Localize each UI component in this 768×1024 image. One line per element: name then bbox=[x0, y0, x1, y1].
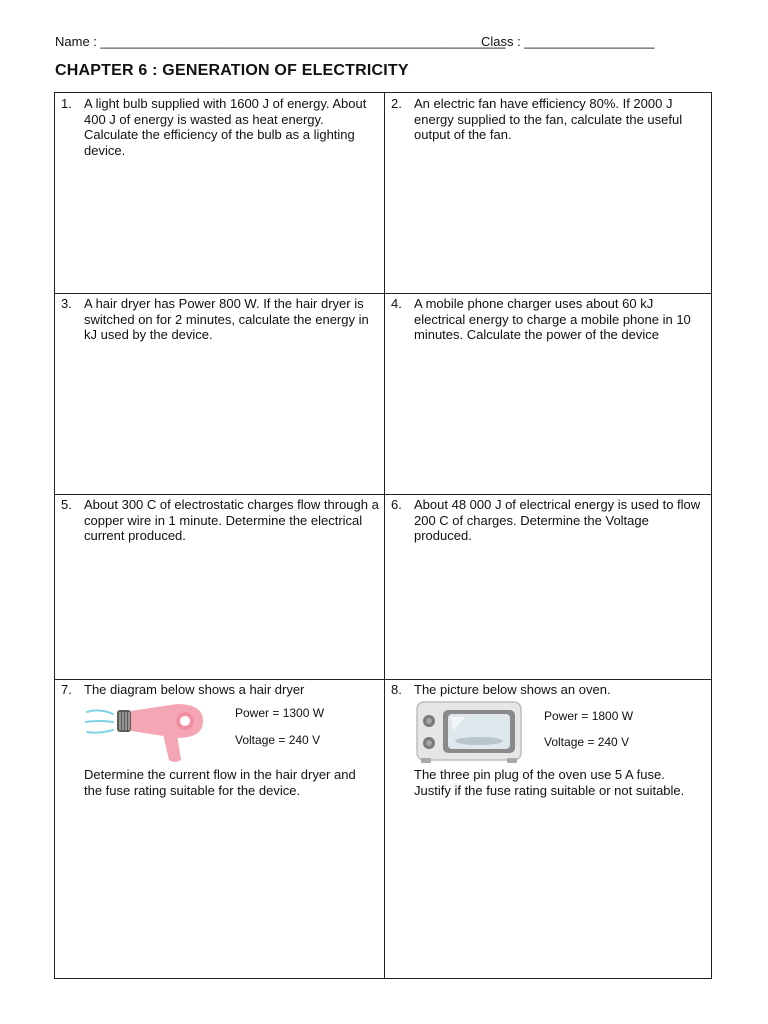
question-3 bbox=[61, 296, 379, 486]
question-6 bbox=[391, 497, 707, 672]
row-divider bbox=[55, 494, 711, 495]
question-number: 1. bbox=[61, 96, 72, 111]
question-text: The diagram below shows a hair dryer bbox=[84, 682, 305, 697]
student-header bbox=[55, 34, 655, 52]
question-text: About 300 C of electrostatic charges flow through a copper wire in 1 minute. Determine the electrical current produced. bbox=[84, 497, 379, 543]
question-text: A light bulb supplied with 1600 J of energy. About 400 J of energy is wasted as heat energy. Calculate the efficiency of the bulb as a lighting device. bbox=[84, 96, 367, 158]
voltage-label: Voltage = 240 V bbox=[235, 733, 321, 747]
page-title: CHAPTER 6 : GENERATION OF ELECTRICITY bbox=[55, 62, 409, 79]
voltage-label: Voltage = 240 V bbox=[544, 735, 630, 749]
question-number: 3. bbox=[61, 296, 72, 311]
question-8 bbox=[391, 682, 707, 972]
question-text: A hair dryer has Power 800 W. If the hair dryer is switched on for 2 minutes, calculate the energy in kJ used by the device. bbox=[84, 296, 369, 342]
class-field-label[interactable]: Class : __________________ bbox=[481, 34, 655, 49]
question-text: An electric fan have efficiency 80%. If 2000 J energy supplied to the fan, calculate the useful output of the fan. bbox=[414, 96, 683, 142]
question-followup: Determine the current flow in the hair dryer and the fuse rating suitable for the device. bbox=[84, 767, 356, 798]
row-divider bbox=[55, 293, 711, 294]
question-text: A mobile phone charger uses about 60 kJ electrical energy to charge a mobile phone in 10 minutes. Calculate the power of the device bbox=[414, 296, 691, 342]
question-5 bbox=[61, 497, 379, 672]
hair-dryer-icon bbox=[85, 700, 209, 762]
question-followup: The three pin plug of the oven use 5 A fuse. Justify if the fuse rating suitable or not suitable. bbox=[414, 767, 685, 798]
question-number: 8. bbox=[391, 682, 402, 697]
question-text: About 48 000 J of electrical energy is used to flow 200 C of charges. Determine the Voltage produced. bbox=[414, 497, 701, 543]
question-number: 6. bbox=[391, 497, 402, 512]
question-number: 7. bbox=[61, 682, 72, 697]
question-text: The picture below shows an oven. bbox=[414, 682, 611, 697]
question-number: 5. bbox=[61, 497, 72, 512]
column-divider bbox=[384, 93, 385, 978]
question-number: 2. bbox=[391, 96, 402, 111]
row-divider bbox=[55, 679, 711, 680]
question-grid bbox=[54, 92, 712, 979]
name-field-label[interactable]: Name : ________________________________________________________ bbox=[55, 34, 506, 49]
question-2 bbox=[391, 96, 707, 286]
question-7 bbox=[61, 682, 379, 972]
power-label: Power = 1800 W bbox=[544, 709, 634, 723]
question-number: 4. bbox=[391, 296, 402, 311]
power-label: Power = 1300 W bbox=[235, 706, 325, 720]
question-4 bbox=[391, 296, 707, 486]
question-1 bbox=[61, 96, 379, 286]
microwave-oven-icon bbox=[415, 699, 523, 765]
